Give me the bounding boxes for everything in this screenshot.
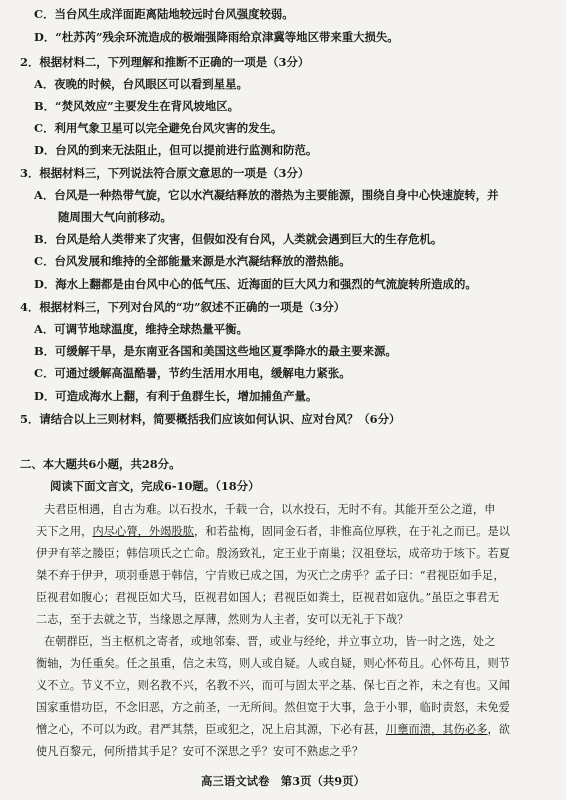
q1-option-c: C．当台风生成洋面距离陆地较远时台风强度较弱。 <box>34 7 294 21</box>
classical-text-line: 伊尹有莘之媵臣；韩信项氏之亡命。殷汤致礼，定王业于南巢；汉祖登坛，成帝功于垓下。若夏 <box>36 547 511 560</box>
reading-instruction: 阅读下面文言文，完成6-10题。（18分） <box>50 479 260 493</box>
q2-option-b: B．“焚风效应”主要发生在背风坡地区。 <box>34 99 239 113</box>
page-footer: 高三语文试卷 第3页（共9页） <box>201 774 365 788</box>
classical-text-line: 桀不弃于伊尹，项羽垂恩于韩信，宁肯败已成之国，为灭亡之虏乎？孟子曰：“君视臣如手足， <box>36 569 505 582</box>
q3-option-a: A．台风是一种热带气旋，它以水汽凝结释放的潜热为主要能源，围绕自身中心快速旋转，并 <box>34 188 499 202</box>
question-3: 3．根据材料三，下列说法符合原文意思的一项是（3分） <box>20 166 310 180</box>
q3-option-d: D．海水上翻都是由台风中心的低气压、近海面的巨大风力和强烈的气流旋转所造成的。 <box>34 277 477 291</box>
section-2-heading: 二、本大题共6小题，共28分。 <box>20 457 181 471</box>
q3-option-a-cont: 随周围大气向前移动。 <box>58 210 172 224</box>
q2-option-c: C．利用气象卫星可以完全避免台风灾害的发生。 <box>34 121 283 135</box>
classical-text-line: 憎之心，不可以为政。君严其禁，臣或犯之，况上启其源，下必有甚，川壅而溃，其伤必多，欲 <box>36 723 511 736</box>
classical-text-line: 义不立。节义不立，则名教不兴，名教不兴，而可与固太平之基、保七百之祚，未之有也。又闻 <box>36 679 511 692</box>
classical-text-line: 国家重惜功臣，不念旧恶，方之前圣，一无所间。然但宽于大事，急于小罪，临时责怒，未免爱 <box>36 701 511 714</box>
question-2: 2．根据材料二，下列理解和推断不正确的一项是（3分） <box>20 55 310 69</box>
q4-option-a: A．可调节地球温度，维持全球热量平衡。 <box>34 322 248 336</box>
q4-option-d: D．可造成海水上翻，有利于鱼群生长，增加捕鱼产量。 <box>34 389 318 403</box>
question-4: 4．根据材料三，下列对台风的“功”叙述不正确的一项是（3分） <box>20 300 346 314</box>
classical-text-line: 在朝群臣，当主枢机之寄者，或地邻秦、晋，或业与经纶，并立事立功，皆一时之选，处之 <box>44 635 496 648</box>
classical-text-line: 天下之用，内尽心膂，外竭股肱，和若盐梅，固同金石者，非惟高位厚秩，在于礼之而已。是以 <box>36 525 511 538</box>
classical-text-line: 臣视君如腹心；君视臣如犬马，臣视君如国人；君视臣如粪土，臣视君如寇仇。”虽臣之事君无 <box>36 591 500 604</box>
q3-option-c: C．台风发展和维持的全部能量来源是水汽凝结释放的潜热能。 <box>34 254 351 268</box>
underlined-phrase: 川壅而溃，其伤必多 <box>385 723 488 736</box>
classical-text-line: 使凡百黎元，何所措其手足？安可不深思之乎？安可不熟虑之乎？ <box>36 745 364 758</box>
classical-text-line: 二志，至于去就之节，当缘恩之厚薄，然则为人主者，安可以无礼于下哉？ <box>36 613 409 626</box>
q2-option-d: D．台风的到来无法阻止，但可以提前进行监测和防范。 <box>34 143 318 157</box>
q1-option-d: D．“杜苏芮”残余环流造成的极端强降雨给京津冀等地区带来重大损失。 <box>34 30 399 44</box>
classical-text-line: 衡轴，为任重矣。任之虽重，信之未笃，则人或自疑。人或自疑，则心怀苟且。心怀苟且，则节 <box>36 657 511 670</box>
classical-text-line: 夫君臣相遇，自古为难。以石投水，千载一合，以水投石，无时不有。其能开至公之道，申 <box>44 503 496 516</box>
q4-option-c: C．可通过缓解高温酷暑，节约生活用水用电，缓解电力紧张。 <box>34 366 351 380</box>
question-5: 5．请结合以上三则材料，简要概括我们应该如何认识、应对台风？（6分） <box>20 412 401 426</box>
q2-option-a: A．夜晚的时候，台风眼区可以看到星星。 <box>34 77 248 91</box>
q3-option-b: B．台风是给人类带来了灾害，但假如没有台风，人类就会遇到巨大的生存危机。 <box>34 232 443 246</box>
underlined-phrase: 内尽心膂，外竭股肱 <box>92 525 195 538</box>
q4-option-b: B．可缓解干旱，是东南亚各国和美国这些地区夏季降水的最主要来源。 <box>34 344 397 358</box>
